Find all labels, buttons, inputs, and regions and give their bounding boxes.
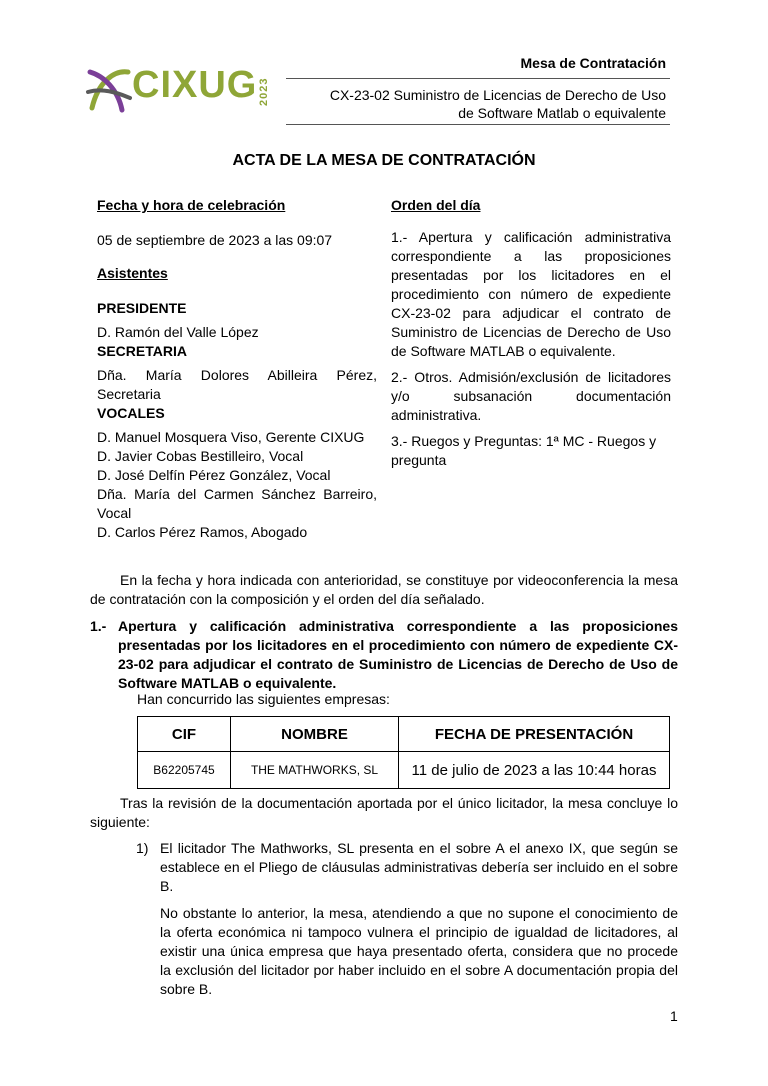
expediente-line-1: CX-23-02 Suministro de Licencias de Derecho de Uso — [329, 87, 666, 103]
section-1-title: Apertura y calificación administrativa correspondiente a las proposiciones presentadas por los licitadores en el procedimiento con número de expediente CX-23-02 para adjudicar el contrato de Suministro de Licencias de Derecho de Uso de Software MATLAB o equivalente. — [118, 618, 678, 691]
secretaria-name: Dña. María Dolores Abilleira Pérez, Secretaria — [97, 367, 377, 402]
item-1-number: 1) — [136, 840, 149, 856]
mesa-title: Mesa de Contratación — [520, 55, 666, 71]
cixug-logo-icon — [84, 62, 132, 114]
presidente-name: D. Ramón del Valle López — [97, 324, 259, 340]
vocal-item: D. José Delfín Pérez González, Vocal — [97, 467, 331, 483]
item-1-paragraph-1: El licitador The Mathworks, SL presenta en el sobre A el anexo IX, que según se establece en el Pliego de cláusulas administrativas debería ser incluido en el sobre B. — [160, 840, 678, 894]
table-row — [138, 752, 670, 789]
logo-wordmark: CIXUG — [132, 64, 258, 106]
asistentes-heading: Asistentes — [97, 265, 168, 281]
orden-item-3: 3.- Ruegos y Preguntas: 1ª MC - Ruegos y pregunta — [391, 433, 657, 468]
orden-item-2: 2.- Otros. Admisión/exclusión de licitadores y/o subsanación documentación administrativa. — [391, 369, 671, 423]
vocales-list — [97, 428, 377, 542]
table-header: FECHA DE PRESENTACIÓN — [399, 717, 670, 752]
table-cell-fecha: 11 de julio de 2023 a las 10:44 horas — [399, 752, 670, 789]
revision-paragraph: Tras la revisión de la documentación aportada por el único licitador, la mesa concluye lo siguiente: — [90, 795, 678, 830]
item-1-paragraph-2: No obstante lo anterior, la mesa, atendiendo a que no supone el conocimiento de la oferta económica ni tampoco vulnera el principio de igualdad de licitadores, al existir una única empresa que haya presentado oferta, considera que no procede la exclusión del licitador por haber incluido en el sobre A documentación propia del sobre B. — [160, 905, 678, 997]
table-header: NOMBRE — [231, 717, 399, 752]
header-rule-top — [286, 78, 670, 79]
table-cell-nombre: THE MATHWORKS, SL — [231, 752, 399, 789]
table-header: CIF — [138, 717, 231, 752]
fecha-value: 05 de septiembre de 2023 a las 09:07 — [97, 232, 333, 248]
section-1-number: 1.- — [90, 618, 107, 634]
table-header-row — [138, 717, 670, 752]
concurrido-text: Han concurrido las siguientes empresas: — [137, 691, 390, 707]
page-number: 1 — [670, 1008, 678, 1024]
vocal-item: D. Carlos Pérez Ramos, Abogado — [97, 524, 308, 540]
vocal-item: D. Javier Cobas Bestilleiro, Vocal — [97, 448, 304, 464]
logo-year: 2023 — [258, 77, 270, 106]
presidente-label: PRESIDENTE — [97, 300, 187, 316]
empresas-table — [137, 716, 670, 789]
secretaria-label: SECRETARIA — [97, 343, 187, 359]
table-cell-cif: B62205745 — [138, 752, 231, 789]
fecha-heading: Fecha y hora de celebración — [97, 197, 286, 213]
vocal-item: Dña. María del Carmen Sánchez Barreiro, Vocal — [97, 486, 377, 521]
document-title: ACTA DE LA MESA DE CONTRATACIÓN — [232, 152, 536, 169]
header-rule-bottom — [286, 124, 670, 125]
vocales-label: VOCALES — [97, 405, 165, 421]
orden-item-1: 1.- Apertura y calificación administrativa correspondiente a las proposiciones presentadas por los licitadores en el procedimiento con número de expediente CX-23-02 para adjudicar el contrato de Suministro de Licencias de Derecho de Uso de Software MATLAB o equivalente. — [391, 229, 671, 359]
intro-paragraph: En la fecha y hora indicada con anterioridad, se constituye por videoconferencia la mesa de contratación con la composición y el orden del día señalado. — [90, 572, 678, 607]
orden-heading: Orden del día — [391, 197, 481, 213]
expediente-title — [306, 86, 666, 122]
vocal-item: D. Manuel Mosquera Viso, Gerente CIXUG — [97, 429, 365, 445]
expediente-line-2: de Software Matlab o equivalente — [458, 105, 666, 121]
